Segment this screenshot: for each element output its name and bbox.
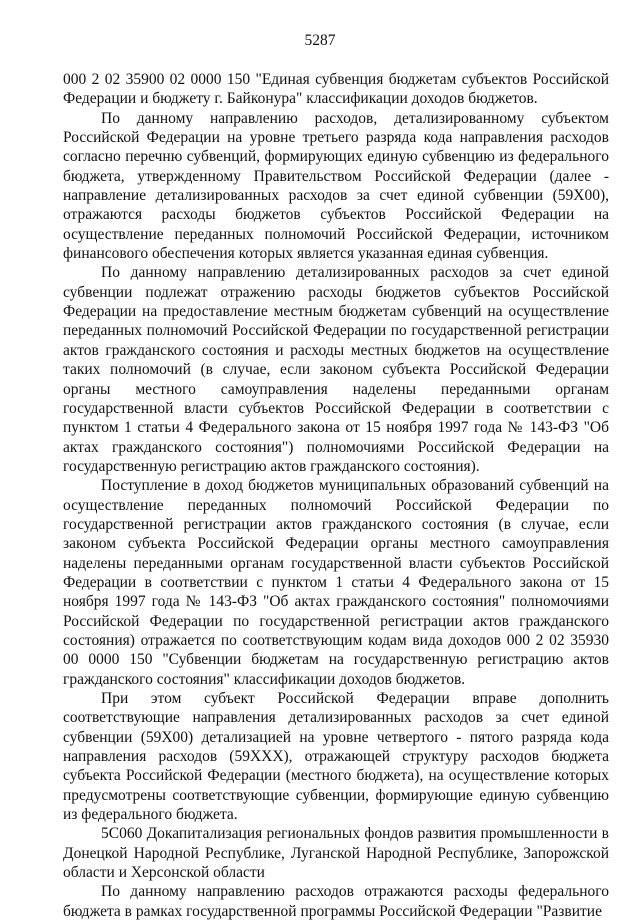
page-number: 5287 bbox=[304, 32, 336, 49]
paragraph-detailed-expenses: По данному направлению расходов, детализированному субъектом Российской Федерации на уровне третьего разряда кода направления расходов согласно перечню субвенций, формирующих единую субвенцию из федерального бюджета, утвержденному Правительством Российской Федерации (далее - направление детализированных расходов за счет единой субвенции (59Х00), отражаются расходы бюджетов субъектов Российской Федерации на осуществление переданных полномочий Российской Федерации, источником финансового обеспечения которых является указанная единая субвенция. bbox=[63, 109, 609, 263]
document-body bbox=[63, 70, 609, 921]
paragraph-income-code: 000 2 02 35900 02 0000 150 "Единая субвенция бюджетам субъектов Российской Федерации и бюджету г. Байконура" классификации доходов бюджетов. bbox=[63, 71, 609, 108]
paragraph-additional-detailing: При этом субъект Российской Федерации вправе дополнить соответствующие направления детализированных расходов за счет единой субвенции (59Х00) детализацией на уровне четвертого - пятого разряда кода направления расходов (59ХХХ), отражающей структуру расходов бюджета субъекта Российской Федерации (местного бюджета), на осуществление которых предусмотрены соответствующие субвенции, формирующие единую субвенцию из федерального бюджета. bbox=[63, 690, 609, 824]
paragraph-civil-registration-expenses: По данному направлению детализированных расходов за счет единой субвенции подлежат отражению расходы бюджетов субъектов Российской Федерации на предоставление местным бюджетам субвенций на осуществление переданных полномочий Российской Федерации по государственной регистрации актов гражданского состояния и расходы местных бюджетов на осуществление таких полномочий (в случае, если законом субъекта Российской Федерации органы местного самоуправления наделены переданными органам государственной власти субъектов Российской Федерации в соответствии с пунктом 1 статьи 4 Федерального закона от 15 ноября 1997 года № 143-ФЗ "Об актах гражданского состояния") полномочиями Российской Федерации на государственную регистрацию актов гражданского состояния). bbox=[63, 264, 609, 475]
paragraph-federal-expenses: По данному направлению расходов отражаются расходы федерального бюджета в рамках государственной программы Российской Федерации "Развитие bbox=[63, 883, 609, 920]
paragraph-code-5c060: 5С060 Докапитализация региональных фондов развития промышленности в Донецкой Народной Республике, Луганской Народной Республике, Запорожской области и Херсонской области bbox=[63, 825, 609, 882]
paragraph-municipal-income: Поступление в доход бюджетов муниципальных образований субвенций на осуществление переданных полномочий Российской Федерации по государственной регистрации актов гражданского состояния (в случае, если законом субъекта Российской Федерации органы местного самоуправления наделены переданными органам государственной власти субъектов Российской Федерации в соответствии с пунктом 1 статьи 4 Федерального закона от 15 ноября 1997 года № 143-ФЗ "Об актах гражданского состояния" полномочиями Российской Федерации по государственной регистрации актов гражданского состояния) отражается по соответствующим кодам вида доходов 000 2 02 35930 00 0000 150 "Субвенции бюджетам на государственную регистрацию актов гражданского состояния" классификации доходов бюджетов. bbox=[63, 477, 609, 688]
